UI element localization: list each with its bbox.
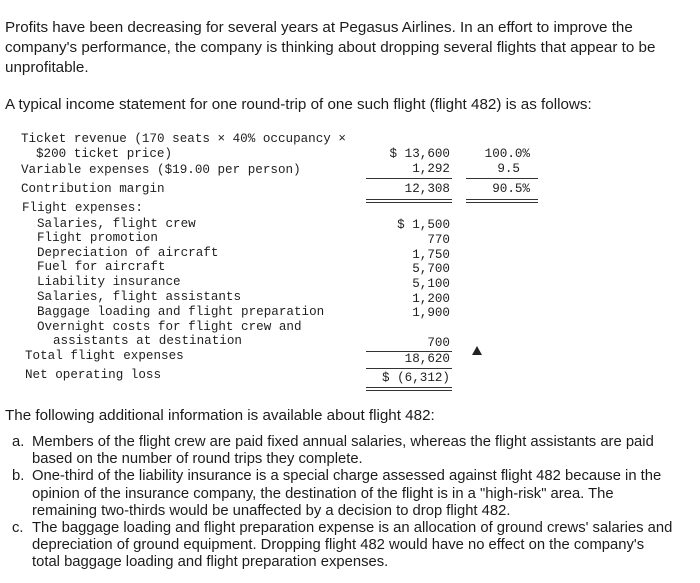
flight-expenses-heading: Flight expenses: <box>22 201 143 215</box>
loss-rule <box>366 368 452 369</box>
contribution-margin-label: Contribution margin <box>21 182 165 196</box>
expense-amount: 770 <box>427 233 450 247</box>
expense-label: Liability insurance <box>37 275 181 289</box>
expense-label: Fuel for aircraft <box>37 260 166 274</box>
total-expenses-amount: 18,620 <box>404 352 450 366</box>
intro-paragraph: Profits have been decreasing for several years at Pegasus Airlines. In an effort to improve the company's performance, the company is thinking about dropping several flights that appear to be unprofitable. <box>5 19 656 76</box>
ticket-revenue-label-cont: $200 ticket price) <box>36 147 173 161</box>
ticket-revenue-percent: 100.0% <box>484 147 530 161</box>
overnight-costs-label: Overnight costs for flight crew and <box>37 320 302 334</box>
list-marker: c. <box>12 520 24 537</box>
subtotal-rule-pct <box>466 178 538 179</box>
additional-info-list <box>10 434 674 572</box>
mouse-cursor-icon <box>472 346 482 355</box>
total-expenses-label: Total flight expenses <box>25 349 184 363</box>
double-rule-pct-bottom <box>466 202 538 203</box>
double-rule-pct-top <box>466 199 538 200</box>
final-double-rule-bottom <box>366 390 452 391</box>
list-item-text: One-third of the liability insurance is a special charge assessed against flight 482 because in the opinion of the insurance company, the destination of the flight is in a "high-risk" area. The remaining two-thirds would be unaffected by a decision to drop flight 482. <box>32 468 662 519</box>
variable-expenses-amount: 1,292 <box>412 162 450 176</box>
variable-expenses-percent: 9.5 <box>497 162 520 176</box>
contribution-margin-percent: 90.5% <box>492 182 530 196</box>
expense-label: Flight promotion <box>37 231 158 245</box>
ticket-revenue-amount: $ 13,600 <box>389 147 450 161</box>
list-marker: a. <box>12 434 25 450</box>
net-loss-amount: $ (6,312) <box>381 371 450 385</box>
expense-amount: $ 1,500 <box>397 218 450 232</box>
list-item-text: The baggage loading and flight preparation expense is an allocation of ground crews' salaries and depreciation of ground equipment. Dropping flight 482 would have no effect on the company's total baggage loading and flight preparation expenses. <box>32 520 673 571</box>
expense-label: Baggage loading and flight preparation <box>37 305 325 319</box>
overnight-costs-amount: 700 <box>427 336 450 350</box>
expense-label: Depreciation of aircraft <box>37 246 219 260</box>
expense-amount: 1,900 <box>412 306 450 320</box>
final-double-rule-top <box>366 387 452 388</box>
expense-amount: 1,750 <box>412 248 450 262</box>
net-loss-label: Net operating loss <box>25 368 162 382</box>
additional-info-heading: The following additional information is available about flight 482: <box>5 407 435 424</box>
list-item <box>10 520 674 572</box>
expense-amount: 1,200 <box>412 292 450 306</box>
list-item <box>10 468 674 520</box>
overnight-costs-label-cont: assistants at destination <box>53 334 242 348</box>
statement-intro: A typical income statement for one round-trip of one such flight (flight 482) is as follows: <box>5 96 592 113</box>
list-item <box>10 434 674 468</box>
expense-amount: 5,100 <box>412 277 450 291</box>
expense-label: Salaries, flight crew <box>37 217 196 231</box>
expense-amount: 5,700 <box>412 262 450 276</box>
double-rule-bottom <box>366 202 452 203</box>
ticket-revenue-label: Ticket revenue (170 seats × 40% occupancy × <box>21 132 346 146</box>
list-marker: b. <box>12 468 25 485</box>
subtotal-rule <box>366 178 452 179</box>
double-rule-top <box>366 199 452 200</box>
expense-label: Salaries, flight assistants <box>37 290 242 304</box>
contribution-margin-amount: 12,308 <box>404 182 450 196</box>
list-item-text: Members of the flight crew are paid fixed annual salaries, whereas the flight assistants are paid based on the number of round trips they complete. <box>32 434 654 468</box>
variable-expenses-label: Variable expenses ($19.00 per person) <box>21 163 301 177</box>
